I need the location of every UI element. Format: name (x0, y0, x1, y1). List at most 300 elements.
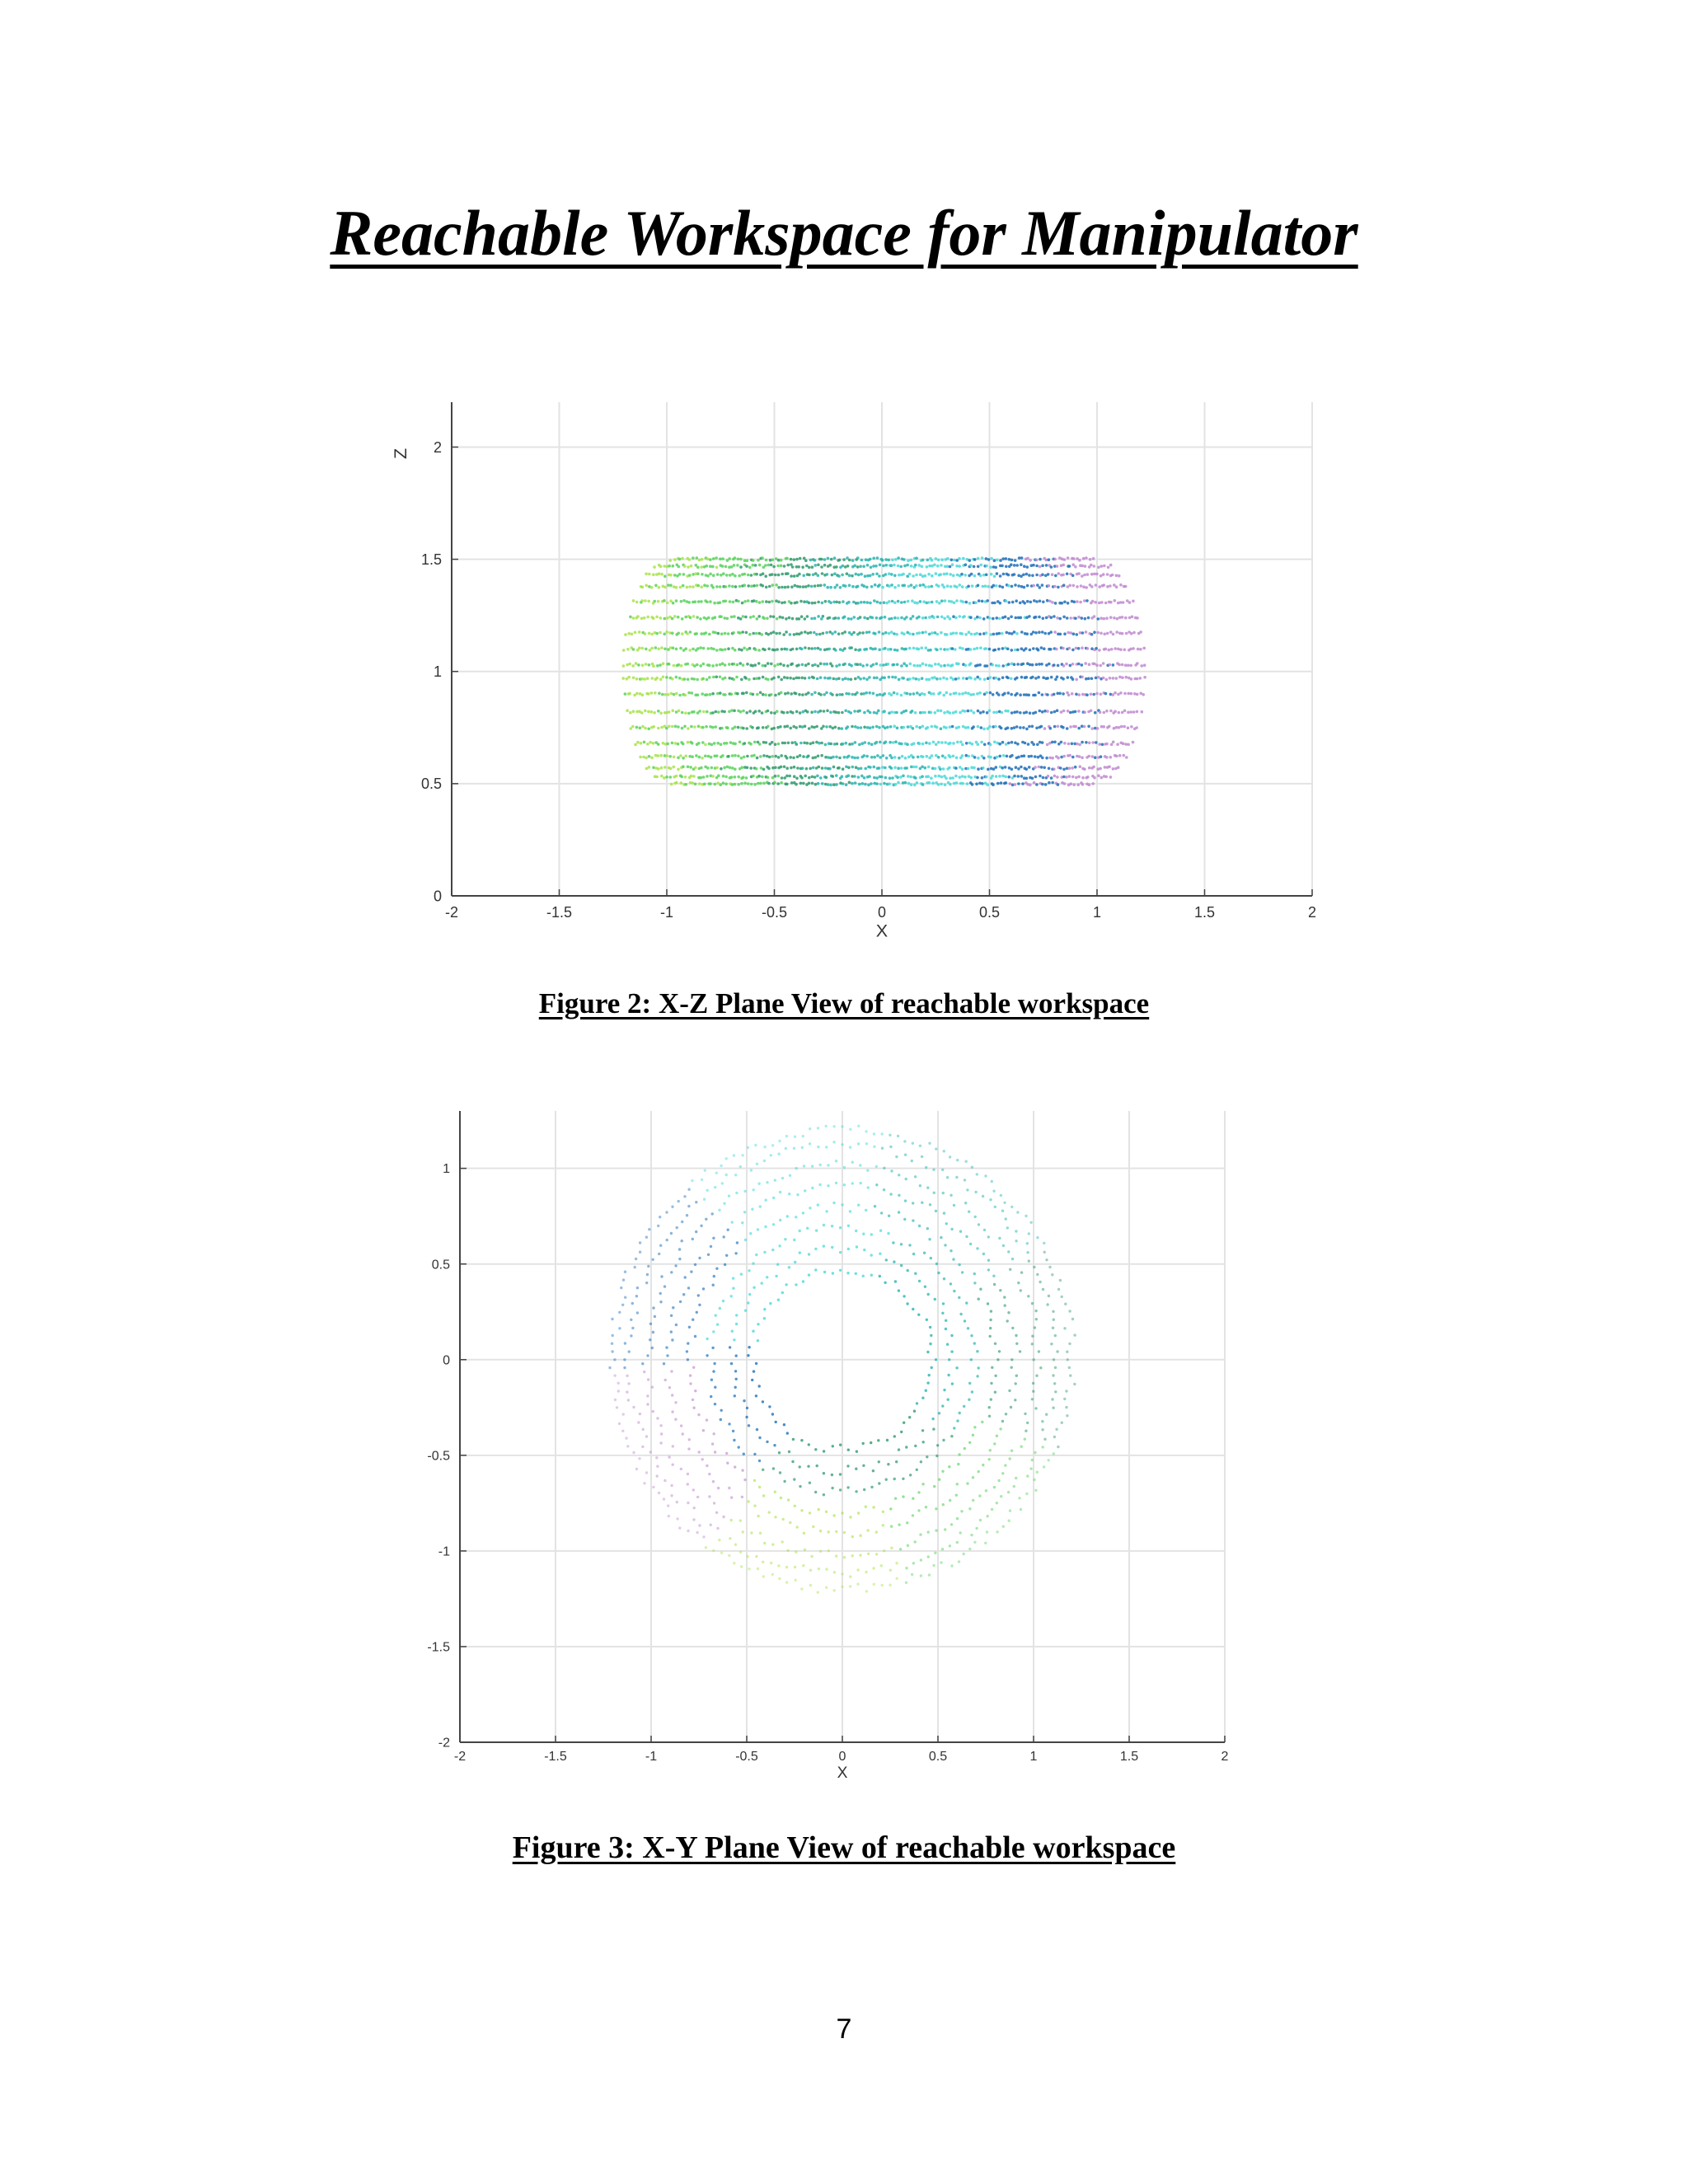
data-point (1081, 757, 1084, 760)
data-point (701, 558, 704, 561)
data-point (942, 1192, 945, 1194)
data-point (946, 565, 950, 568)
data-point (706, 574, 710, 578)
data-point (831, 1474, 833, 1476)
data-point (1056, 565, 1059, 568)
data-point (811, 776, 814, 779)
data-point (1015, 692, 1019, 696)
data-point (821, 602, 824, 605)
data-point (776, 663, 780, 666)
data-point (934, 767, 937, 771)
data-point (711, 726, 715, 729)
data-point (915, 557, 918, 560)
data-point (700, 766, 703, 770)
data-point (1071, 677, 1075, 681)
data-point (972, 1476, 974, 1479)
data-point (781, 1540, 784, 1543)
data-point (1030, 755, 1034, 758)
data-point (1015, 1334, 1017, 1337)
data-point (636, 1286, 639, 1289)
data-point (765, 1199, 767, 1202)
data-point (1124, 585, 1128, 588)
data-point (1095, 677, 1098, 680)
data-point (1029, 601, 1033, 604)
data-point (707, 755, 710, 758)
data-point (669, 583, 673, 587)
data-point (1025, 710, 1029, 714)
data-point (1123, 754, 1126, 757)
data-point (746, 559, 749, 562)
data-point (1020, 775, 1024, 778)
data-point (824, 743, 828, 747)
data-point (824, 600, 828, 603)
data-point (971, 584, 974, 588)
data-point (645, 1236, 648, 1239)
data-point (878, 726, 881, 729)
data-point (1051, 1273, 1053, 1276)
data-point (823, 564, 827, 567)
y-tick-label: 1 (433, 663, 442, 681)
data-point (785, 677, 789, 680)
data-point (1049, 648, 1053, 651)
data-point (973, 711, 976, 715)
data-point (624, 692, 627, 696)
data-point (692, 585, 695, 588)
data-point (823, 558, 827, 561)
data-point (703, 583, 706, 587)
data-point (809, 1511, 811, 1514)
data-point (687, 1502, 689, 1504)
data-point (883, 710, 886, 713)
data-point (941, 1169, 944, 1171)
data-point (944, 757, 947, 760)
data-point (944, 784, 947, 787)
data-point (1002, 754, 1006, 757)
data-point (1004, 776, 1007, 779)
data-point (1111, 574, 1114, 577)
data-point (897, 766, 900, 770)
data-point (632, 616, 635, 620)
data-point (991, 663, 994, 667)
data-point (912, 615, 915, 618)
data-point (875, 1553, 878, 1555)
data-point (894, 676, 898, 679)
data-point (1010, 768, 1014, 771)
data-point (741, 602, 744, 605)
data-point (951, 563, 954, 566)
data-point (822, 725, 825, 729)
data-point (646, 1273, 649, 1276)
data-point (629, 727, 632, 730)
data-point (945, 1319, 947, 1322)
data-point (943, 1150, 945, 1152)
data-point (847, 601, 851, 604)
data-point (989, 676, 992, 679)
data-point (986, 664, 989, 668)
data-point (795, 777, 799, 780)
data-point (871, 616, 874, 620)
data-point (1034, 1451, 1036, 1454)
data-point (641, 663, 645, 667)
data-point (955, 559, 959, 562)
data-point (786, 691, 790, 695)
data-point (850, 646, 853, 649)
data-point (724, 693, 727, 696)
data-point (890, 630, 893, 634)
data-point (841, 1586, 843, 1588)
data-point (854, 725, 857, 729)
data-point (745, 1416, 748, 1418)
data-point (1050, 616, 1053, 619)
data-point (777, 586, 781, 589)
data-point (1046, 693, 1049, 696)
data-point (921, 559, 925, 562)
data-point (952, 1258, 954, 1260)
data-point (917, 756, 920, 759)
data-point (659, 565, 663, 569)
data-point (719, 783, 722, 786)
data-point (657, 648, 660, 651)
data-point (896, 727, 899, 730)
data-point (663, 633, 666, 636)
data-point (703, 783, 706, 786)
data-point (1108, 649, 1111, 652)
data-point (1042, 676, 1045, 679)
data-point (648, 632, 651, 635)
data-point (1025, 676, 1029, 679)
data-point (687, 1483, 689, 1485)
data-point (992, 1190, 995, 1193)
data-point (912, 692, 916, 696)
data-point (800, 615, 804, 618)
xz-plane-scatter-chart (387, 394, 1327, 954)
data-point (638, 647, 641, 650)
data-point (1048, 767, 1051, 771)
data-point (690, 1270, 692, 1272)
data-point (1081, 741, 1084, 744)
data-point (671, 1206, 673, 1208)
data-point (783, 776, 786, 780)
data-point (909, 693, 912, 696)
data-point (712, 557, 715, 560)
data-point (1052, 1327, 1054, 1329)
data-point (1052, 1310, 1054, 1313)
data-point (692, 1518, 695, 1521)
data-point (1136, 677, 1139, 681)
data-point (704, 743, 707, 747)
data-point (974, 1216, 977, 1218)
data-point (931, 601, 934, 604)
data-point (748, 1568, 750, 1570)
data-point (1078, 755, 1081, 758)
data-point (870, 782, 873, 785)
data-point (1057, 725, 1060, 729)
data-point (757, 615, 761, 618)
data-point (786, 1432, 789, 1434)
data-point (652, 766, 655, 770)
data-point (880, 1564, 883, 1567)
data-point (1103, 725, 1106, 729)
data-point (977, 557, 980, 560)
data-point (1027, 1295, 1029, 1297)
data-point (692, 1238, 694, 1240)
data-point (796, 756, 799, 759)
data-point (684, 755, 687, 758)
data-point (799, 557, 802, 560)
data-point (1031, 663, 1034, 667)
data-point (919, 583, 922, 587)
data-point (1035, 727, 1039, 730)
data-point (974, 601, 978, 604)
data-point (827, 1184, 829, 1187)
data-point (753, 677, 756, 681)
data-point (1001, 741, 1005, 744)
data-point (924, 616, 927, 620)
data-point (687, 712, 691, 715)
data-point (715, 556, 718, 560)
data-point (887, 648, 890, 651)
data-point (720, 1551, 723, 1554)
data-point (627, 1399, 630, 1401)
data-point (1024, 1413, 1026, 1415)
data-point (757, 1515, 759, 1517)
data-point (1073, 1383, 1076, 1385)
data-point (717, 1487, 720, 1489)
data-point (818, 766, 821, 769)
data-point (1053, 1436, 1056, 1438)
data-point (706, 710, 709, 714)
data-point (1099, 664, 1102, 668)
data-point (701, 757, 704, 760)
data-point (682, 765, 685, 768)
data-point (724, 1263, 726, 1266)
data-point (752, 664, 755, 668)
data-point (883, 601, 886, 604)
data-point (814, 776, 817, 779)
data-point (938, 602, 941, 605)
data-point (993, 1283, 996, 1286)
data-point (931, 631, 934, 635)
data-point (859, 1554, 861, 1556)
data-point (958, 692, 961, 696)
data-point (1096, 727, 1100, 730)
data-point (762, 726, 765, 729)
data-point (865, 1130, 867, 1132)
data-point (928, 1573, 931, 1576)
data-point (776, 617, 779, 621)
data-point (700, 632, 703, 635)
data-point (1136, 662, 1139, 665)
data-point (728, 557, 731, 560)
data-point (726, 617, 729, 621)
data-point (919, 1184, 921, 1187)
data-point (721, 662, 724, 665)
data-point (746, 755, 749, 758)
data-point (1071, 776, 1075, 779)
data-point (684, 647, 687, 650)
data-point (1005, 557, 1008, 560)
data-point (921, 743, 925, 746)
data-point (1000, 1194, 1002, 1197)
data-point (1109, 601, 1113, 604)
data-point (860, 559, 864, 562)
data-point (904, 1154, 907, 1156)
data-point (753, 754, 756, 757)
data-point (912, 647, 916, 650)
data-point (808, 1253, 810, 1255)
data-point (688, 1326, 691, 1329)
data-point (618, 1311, 621, 1314)
data-point (808, 566, 811, 569)
data-point (792, 757, 795, 760)
data-point (646, 677, 649, 680)
data-point (817, 755, 820, 758)
data-point (953, 1427, 955, 1429)
x-tick-label: -2 (444, 904, 459, 921)
data-point (911, 599, 914, 602)
data-point (855, 1490, 857, 1493)
data-point (893, 766, 897, 770)
data-point (778, 632, 781, 635)
data-point (795, 1283, 797, 1286)
data-point (696, 663, 699, 667)
data-point (997, 664, 1001, 668)
data-point (1069, 711, 1072, 715)
data-point (1129, 710, 1132, 714)
data-point (662, 742, 665, 745)
data-point (955, 585, 959, 588)
data-point (921, 1429, 924, 1432)
data-point (1143, 663, 1146, 667)
data-point (931, 754, 934, 757)
data-point (1136, 693, 1139, 696)
data-point (863, 601, 866, 604)
data-point (809, 1482, 811, 1484)
data-point (622, 1413, 625, 1415)
data-point (1020, 766, 1023, 769)
data-point (1026, 584, 1029, 588)
data-point (748, 633, 752, 636)
data-point (837, 766, 841, 770)
data-point (627, 676, 631, 679)
data-point (823, 1244, 825, 1247)
data-point (978, 663, 982, 667)
data-point (744, 1310, 747, 1312)
data-point (708, 1473, 710, 1475)
data-point (1057, 572, 1061, 575)
data-point (665, 676, 668, 679)
data-point (763, 1251, 766, 1254)
data-point (723, 1202, 725, 1205)
data-point (743, 647, 746, 650)
data-point (702, 776, 706, 779)
data-point (770, 1154, 772, 1156)
data-point (1036, 1273, 1039, 1276)
data-point (1054, 1334, 1057, 1337)
data-point (701, 573, 704, 576)
data-point (1074, 565, 1077, 569)
data-point (922, 1441, 925, 1443)
data-point (1062, 755, 1066, 758)
data-point (763, 1160, 766, 1162)
data-point (644, 710, 647, 713)
data-point (885, 1479, 888, 1481)
data-point (919, 664, 922, 668)
data-point (898, 1174, 900, 1176)
data-point (829, 711, 832, 715)
data-point (675, 692, 678, 696)
data-point (753, 584, 756, 588)
data-point (752, 632, 755, 635)
data-point (631, 664, 635, 668)
data-point (961, 632, 964, 635)
data-point (837, 727, 841, 730)
data-point (872, 1469, 874, 1472)
data-point (835, 664, 838, 668)
data-point (1062, 664, 1066, 668)
data-point (976, 1375, 978, 1377)
data-point (958, 1296, 960, 1299)
data-point (990, 1382, 992, 1385)
data-point (618, 1327, 621, 1329)
data-point (921, 616, 925, 620)
data-point (940, 648, 943, 651)
data-point (1014, 649, 1017, 652)
data-point (734, 776, 737, 779)
data-point (1066, 727, 1069, 730)
data-point (1109, 630, 1113, 634)
data-point (907, 775, 910, 778)
data-point (878, 766, 881, 770)
data-point (930, 692, 933, 696)
data-point (851, 756, 854, 759)
data-point (1091, 741, 1095, 744)
data-point (1010, 727, 1014, 730)
data-point (1103, 711, 1106, 715)
data-point (849, 1585, 851, 1587)
data-point (721, 1182, 724, 1184)
data-point (955, 599, 959, 602)
data-point (670, 1232, 673, 1235)
data-point (839, 1473, 842, 1475)
data-point (1019, 602, 1022, 605)
data-point (992, 1275, 995, 1277)
data-point (964, 710, 967, 713)
data-point (983, 678, 987, 682)
data-point (846, 1272, 849, 1274)
data-point (785, 775, 789, 778)
data-point (1067, 694, 1071, 697)
data-point (1034, 631, 1038, 635)
data-point (733, 1439, 735, 1441)
data-point (770, 693, 773, 696)
data-point (865, 678, 869, 682)
data-point (921, 783, 925, 786)
data-point (863, 726, 866, 729)
data-point (799, 742, 803, 745)
data-point (755, 1362, 757, 1365)
data-point (810, 647, 814, 650)
data-point (714, 725, 717, 729)
data-point (762, 768, 766, 771)
data-point (641, 1362, 644, 1365)
data-point (1143, 676, 1146, 679)
data-point (711, 1442, 714, 1445)
data-point (724, 565, 728, 569)
data-point (888, 572, 891, 575)
x-tick-label: 0 (877, 904, 887, 921)
data-point (803, 1532, 805, 1535)
